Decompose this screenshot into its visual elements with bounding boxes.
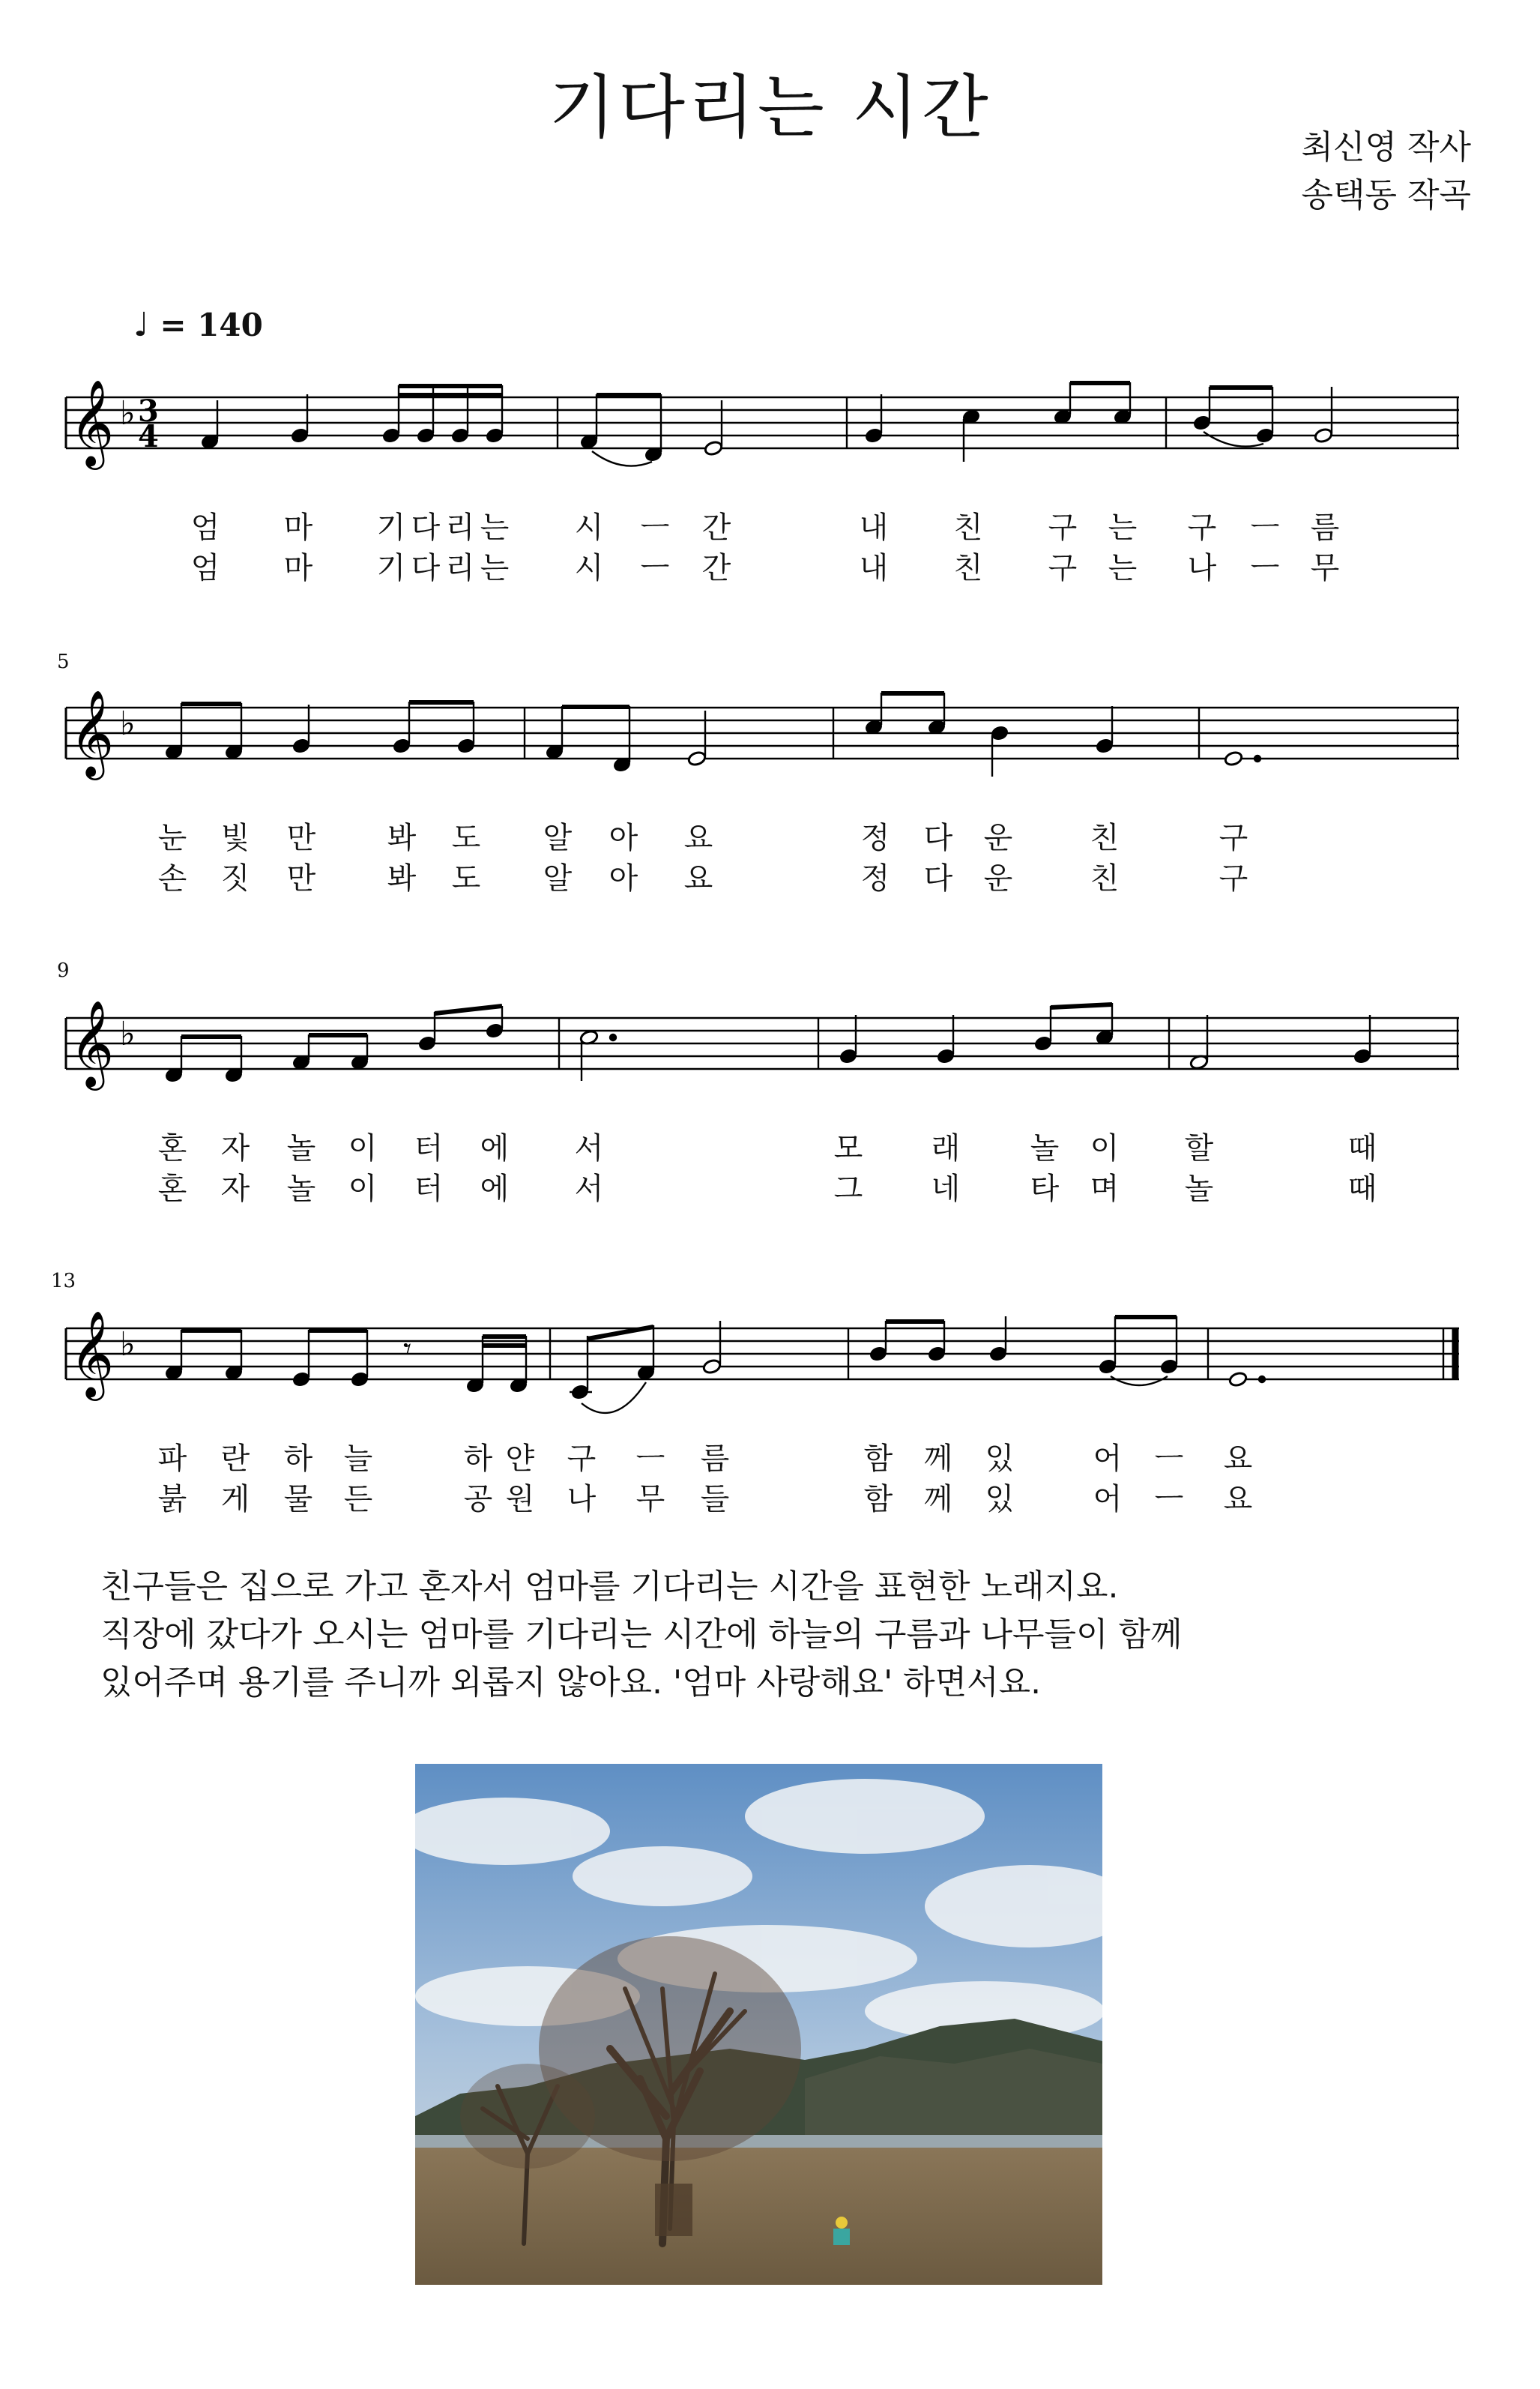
- lyricist-credit: 최신영 작사: [1301, 128, 1471, 166]
- staff-system-2: [0, 663, 1540, 813]
- flat-icon: ♭: [120, 394, 136, 433]
- measure-number-5: 5: [57, 651, 70, 673]
- eighth-rest-icon: 𝄾: [403, 1331, 412, 1367]
- flat-icon: ♭: [120, 705, 136, 743]
- treble-clef-icon: 𝄞: [70, 1310, 115, 1397]
- description-line-3: 있어주며 용기를 주니까 외롭지 않아요. '엄마 사랑해요' 하면서요.: [100, 1663, 1042, 1702]
- staff-system-4: [0, 1283, 1540, 1433]
- tempo-marking: [133, 306, 263, 344]
- page-title: 기다리는 시간: [549, 67, 991, 148]
- lyrics-system-2-verse-2: 손 짓 만 봐 도 알 아 요 정 다 운 친 구: [157, 861, 1248, 896]
- svg-text:3: 3: [138, 394, 159, 429]
- lyrics-system-3-verse-1: 혼 자 놀 이 터 에 서 모 래 놀 이 할 때: [157, 1131, 1377, 1166]
- lyrics-system-1-verse-2: 엄 마 기 다 리 는 시 ㅡ 간 내 친 구 는 나 ㅡ 무: [190, 551, 1340, 585]
- song-description: [100, 1563, 1449, 1707]
- flat-icon: ♭: [120, 1325, 136, 1364]
- lyrics-system-4-verse-1: 파 란 하 늘 하 얀 구 ㅡ 름 함 께 있 어 ㅡ 요: [157, 1441, 1253, 1476]
- measure-number-13: 13: [51, 1270, 76, 1292]
- park-tree-photo: [415, 1764, 1102, 2285]
- treble-clef-icon: 𝄞: [70, 689, 115, 777]
- treble-clef-icon: 𝄞: [70, 379, 115, 466]
- lyrics-system-1-verse-1: 엄 마 기 다 리 는 시 ㅡ 간 내 친 구 는 구 ㅡ 름: [190, 510, 1340, 545]
- staff-system-1: [0, 352, 1540, 502]
- treble-clef-icon: 𝄞: [70, 999, 115, 1087]
- lyrics-system-2-verse-1: 눈 빛 만 봐 도 알 아 요 정 다 운 친 구: [157, 821, 1248, 855]
- description-line-1: 친구들은 집으로 가고 혼자서 엄마를 기다리는 시간을 표현한 노래지요.: [100, 1567, 1119, 1606]
- quarter-note-icon: ♩: [133, 306, 149, 344]
- lyrics-system-4-verse-2: 붉 게 물 든 공 원 나 무 들 함 께 있 어 ㅡ 요: [157, 1482, 1253, 1516]
- svg-text:4: 4: [138, 419, 159, 454]
- lyrics-system-3-verse-2: 혼 자 놀 이 터 에 서 그 네 타 며 놀 때: [157, 1172, 1377, 1206]
- tempo-value: = 140: [160, 307, 263, 343]
- measure-number-9: 9: [57, 959, 70, 982]
- composer-credit: 송택동 작곡: [1301, 176, 1471, 214]
- description-line-2: 직장에 갔다가 오시는 엄마를 기다리는 시간에 하늘의 구름과 나무들이 함께: [100, 1615, 1183, 1654]
- staff-system-3: [0, 973, 1540, 1123]
- flat-icon: ♭: [120, 1015, 136, 1053]
